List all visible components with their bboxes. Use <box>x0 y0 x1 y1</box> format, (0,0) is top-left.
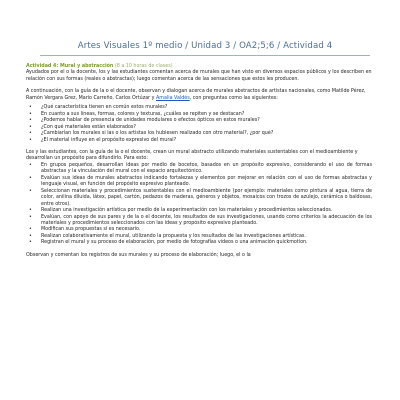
page-title: Artes Visuales 1º medio / Unidad 3 / OA2;5;6 / Actividad 4 <box>40 41 370 56</box>
observation-paragraph <box>26 89 372 102</box>
amalia-valdes-link[interactable]: Amalia Valdés <box>156 95 190 101</box>
list-item: • Evalúan, con apoyo de sus pares y de la o el docente, los resultados de sus investigaciones, usando como criterios la adecuación de los materiales y procedimientos seleccionados con las ideas y propósito expresivo planteado. <box>29 214 372 226</box>
list-item: • Registran el mural y su proceso de elaboración, por medio de fotografías videos o una animación quickmotion. <box>29 240 308 246</box>
bullet-icon: • <box>29 208 32 214</box>
bullet-icon: • <box>29 175 32 181</box>
bullet-icon: • <box>29 214 32 220</box>
list-item: • Realizan una investigación artística por medio de la experimentación con los materiales y procedimientos seleccionados. <box>29 208 333 214</box>
steps-list <box>26 163 372 247</box>
question-list <box>26 105 372 144</box>
bullet-icon: • <box>29 118 32 124</box>
observation-text-start: A continuación, con la guía de la o el docente, observan y dialogan acerca de murales abstractos de artistas nacionales, como Matilde Pérez, Ramón Vergara Grez, Mario Carreño, Carlos Ortúzar y <box>26 89 366 101</box>
bullet-icon: • <box>29 240 32 246</box>
bullet-icon: • <box>29 162 32 168</box>
activity-heading-duration: (8 a 10 horas de clases) <box>114 64 173 69</box>
list-item: • Evalúan sus ideas de murales abstractos indicando fortalezas y elementos por mejorar en relación con el uso de formas abstractas y lenguaje visual, en función del propósito expresivo planteado. <box>29 175 372 188</box>
document-body <box>26 64 372 259</box>
bullet-icon: • <box>29 137 32 143</box>
list-item: • ¿Con qué materiales están elaborados? <box>29 124 136 130</box>
list-item: • ¿Cambiarían los murales si las o los artistas los hubiesen realizado con otro material?, ¿por qué? <box>29 131 274 137</box>
bullet-icon: • <box>29 227 32 233</box>
bullet-icon: • <box>29 131 32 137</box>
list-item: • En cuanto a sus líneas, formas, colores y texturas, ¿cuáles se repiten y se destacan? <box>29 111 245 117</box>
activity-heading-title: Actividad 4: Mural y abstracción <box>26 64 114 69</box>
mural-creation-paragraph: Los y las estudiantes, con la guía de la o el docente, crean un mural abstracto utilizando materiales sustentables con el medioambiente y desarrollan un propósito para difundirlo. Para esto: <box>26 149 358 162</box>
closing-paragraph: Observan y comentan los registros de sus murales y su proceso de elaboración; luego, el o la <box>26 252 251 258</box>
list-item: • Realizan colaborativamente el mural, utilizando la propuesta y los resultados de las investigaciones artísticas. <box>29 233 306 239</box>
bullet-icon: • <box>29 188 32 194</box>
list-item: • En grupos pequeños, desarrollan ideas por medio de bocetos, basados en un propósito expresivo, considerando el uso de formas abstractas y la vinculación del mural con el espacio arquitectónico. <box>29 162 372 175</box>
list-item: • ¿Podemos hablar de presencia de unidades modulares o efectos ópticos en estos murales? <box>29 118 260 124</box>
list-item: • Modifican sus propuestas si es necesario. <box>29 227 141 233</box>
bullet-icon: • <box>29 105 32 111</box>
list-item: • ¿El material influye en el propósito expresivo del mural? <box>29 137 177 143</box>
list-item: • Seleccionan materiales y procedimientos sustentables con el medioambiente (por ejemplo: materiales como pintura al agua, tierra de color, anilina diluida, látex, papel, cartón, pedazos de maderas, géneros y objetos, mosaicos con trozos de azulejo, cerámica o baldosas, entre otros). <box>29 188 372 207</box>
list-item: • ¿Qué característica tienen en común estos murales? <box>29 105 168 111</box>
intro-paragraph: Ayudados por el o la docente, los y las estudiantes comentan acerca de murales que han visto en diversos espacios públicos y los describen en relación con sus formas (reales o abstractas); luego comentan acerca de las sensaciones que estos les producen. <box>26 70 372 82</box>
bullet-icon: • <box>29 124 32 130</box>
bullet-icon: • <box>29 111 32 117</box>
bullet-icon: • <box>29 233 32 239</box>
observation-text-end: , con preguntas como las siguientes: <box>189 95 278 101</box>
